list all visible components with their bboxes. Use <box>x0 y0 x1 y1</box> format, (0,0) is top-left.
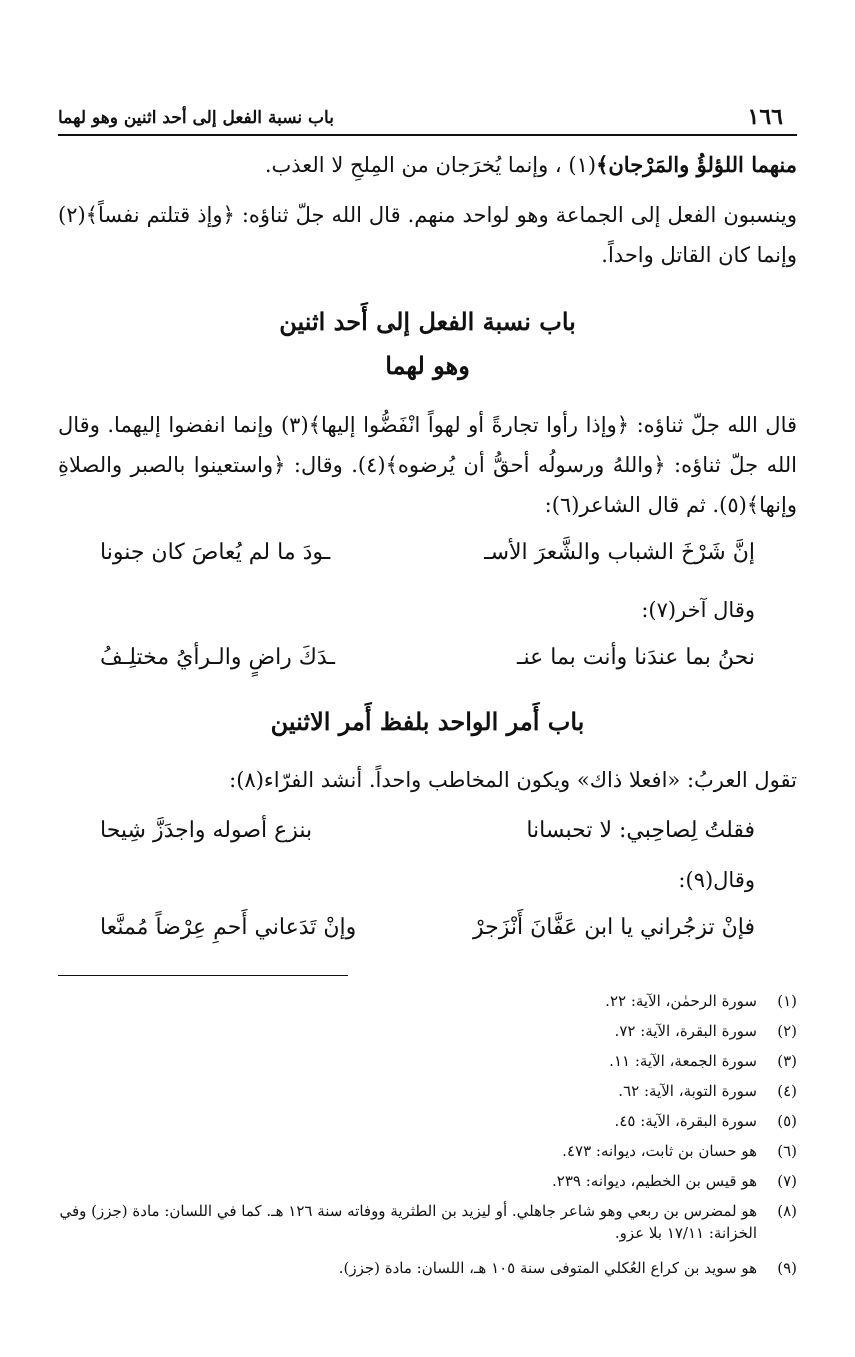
verse-3-first-hemistich: فقلتُ لِصاحِبي: لا تحبسانا <box>526 818 755 843</box>
page-number: ١٦٦ <box>747 104 783 130</box>
footnote-number: (٤) <box>777 1082 797 1100</box>
footnote <box>58 1140 797 1162</box>
footnote <box>58 1110 797 1132</box>
paragraph-2: وينسبون الفعل إلى الجماعة وهو لواحد منهم. قال الله جلّ ثناؤه: ﴿وإذ قتلتم نفساً﴾(٢) وإنما كان القاتل واحداً. <box>58 203 797 267</box>
verse-1-second-hemistich: ـودَ ما لم يُعاصَ كان جنونا <box>100 540 331 565</box>
footnote <box>58 1020 797 1042</box>
section-title-1: باب نسبة الفعل إلى أَحد اثنين <box>279 307 576 336</box>
verse-3 <box>100 818 755 843</box>
verse-1-first-hemistich: إنَّ شَرْخَ الشباب والشَّعرَ الأسـ <box>484 540 755 565</box>
paragraph-1 <box>58 145 797 185</box>
footnote-text: سورة البقرة، الآية: ٤٥. <box>614 1112 757 1130</box>
paragraph-3: قال الله جلّ ثناؤه: ﴿وإذا رأوا تجارةً أو لهواً انْفَضُّوا إليها﴾(٣) وإنما انفضوا إليهما. وقال الله جلّ ثناؤه: ﴿واللهُ ورسولُه أحقُّ أن يُرضوه﴾(٤). وقال: ﴿واستعينوا بالصبر والصلاةِ وإنها﴾(٥). ثم قال الشاعر(٦): <box>58 413 798 517</box>
footnote <box>58 990 797 1012</box>
footnote <box>58 1170 797 1192</box>
paragraph-4: وقال آخر(٧): <box>641 598 755 622</box>
verse-4-second-hemistich: وإنْ تَدَعاني أَحمِ عِرْضاً مُمنَّعا <box>100 915 357 940</box>
footnote-text: هو سويد بن كراع العُكلي المتوفى سنة ١٠٥ هـ، اللسان: مادة (جزز). <box>338 1259 757 1277</box>
footnote-text: سورة التوبة، الآية: ٦٢. <box>618 1082 757 1100</box>
footnote-number: (١) <box>777 992 797 1010</box>
paragraph-6: وقال(٩): <box>678 868 755 892</box>
footnote-text: سورة البقرة، الآية: ٧٢. <box>614 1022 757 1040</box>
verse-2-second-hemistich: ـدَكَ راضٍ والـرأيُ مختلِـفُ <box>100 645 335 670</box>
footnote-number: (٨) <box>777 1202 797 1220</box>
footnote-number: (٦) <box>777 1142 797 1160</box>
footnote <box>58 1200 797 1244</box>
footnote-number: (٩) <box>777 1259 797 1277</box>
section-title-1-sub: وهو لهما <box>385 351 470 380</box>
footnote-number: (٢) <box>777 1022 797 1040</box>
verse-3-second-hemistich: بنزع أصوله واجدَزَّ شِيحا <box>100 818 313 843</box>
footnote-text: سورة الرحمٰن، الآية: ٢٢. <box>605 992 757 1010</box>
footnote <box>58 1257 797 1279</box>
footnote-number: (٥) <box>777 1112 797 1130</box>
section-title-2: باب أَمر الواحد بلفظ أَمر الاثنين <box>270 707 585 736</box>
footnote-number: (٣) <box>777 1052 797 1070</box>
quran-quote: منهما اللؤلؤُ والمَرْجان﴾ <box>596 152 797 177</box>
footnote-divider <box>58 975 348 976</box>
verse-4 <box>100 915 755 940</box>
page-header <box>58 96 797 136</box>
verse-2-first-hemistich: نحنُ بما عندَنا وأنت بما عنـ <box>517 645 755 670</box>
verse-1 <box>100 540 755 565</box>
footnote-text: هو قيس بن الخطيم، ديوانه: ٢٣٩. <box>552 1172 757 1190</box>
footnote-text: سورة الجمعة، الآية: ١١. <box>609 1052 757 1070</box>
footnote-text: هو لمضرس بن ربعي وهو شاعر جاهلي. أو ليزيد بن الطثرية ووفاته سنة ١٢٦ هـ. كما في اللسان: مادة (جزز) وفي الخزانة: ١٧/١١ بلا عزو. <box>59 1202 757 1242</box>
verse-4-first-hemistich: فإنْ تزجُراني يا ابن عَفَّانَ أَنْزَجرْ <box>473 915 755 940</box>
footnote-number: (٧) <box>777 1172 797 1190</box>
paragraph-1-text: (١) ، وإنما يُخرَجان من المِلحِ لا العذب. <box>264 153 597 177</box>
paragraph-5: تقول العربُ: «افعلا ذاك» ويكون المخاطب واحداً. أنشد الفرّاء(٨): <box>229 768 797 792</box>
footnote-text: هو حسان بن ثابت، ديوانه: ٤٧٣. <box>562 1142 757 1160</box>
footnote <box>58 1080 797 1102</box>
footnote <box>58 1050 797 1072</box>
verse-2 <box>100 645 755 670</box>
running-title: باب نسبة الفعل إلى أحد اثنين وهو لهما <box>58 108 334 128</box>
